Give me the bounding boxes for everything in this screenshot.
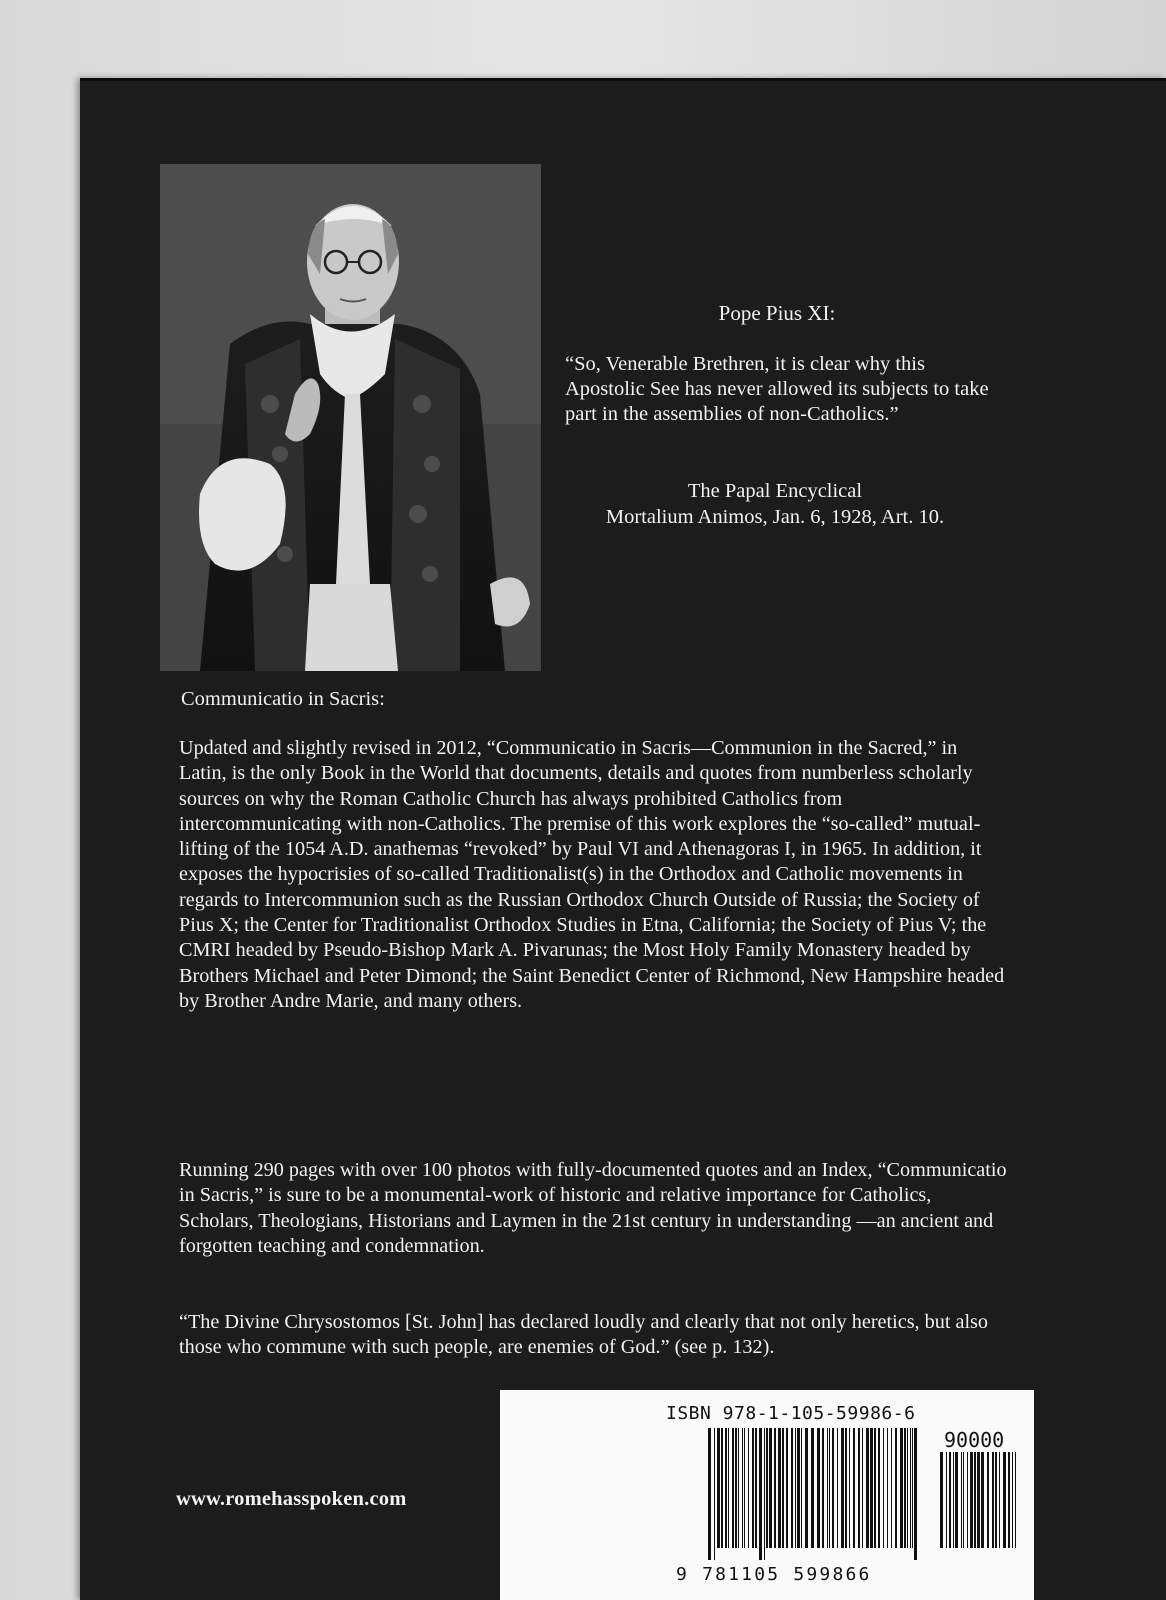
quote-source <box>540 478 1010 530</box>
isbn-label: ISBN 978-1-105-59986-6 <box>666 1403 916 1424</box>
website-url: www.romehasspoken.com <box>176 1488 407 1510</box>
quote-source-line1: The Papal Encyclical <box>687 480 863 502</box>
description-paragraph-1: Updated and slightly revised in 2012, “Communicatio in Sacris—Communion in the Sacred,” in Latin, is the only Book in the World that documents, details and quotes from numberless scholarly sources on why the Roman Catholic Church has always prohibited Catholics from intercommunicating with non-Catholics. The premise of this work explores the “so-called” mutual-lifting of the 1054 A.D. anathemas “revoked” by Paul VI and Athenagoras I, in 1965. In addition, it exposes the hypocrisies of so-called Traditionalist(s) in the Orthodox and Catholic movements in regards to Intercommunion such as the Russian Orthodox Church Outside of Russia; the Society of Pius X; the Center for Traditionalist Orthodox Studies in Etna, California; the Society of Pius V; the CMRI headed by Pseudo-Bishop Mark A. Pivarunas; the Most Holy Family Monastery headed by Brothers Michael and Peter Dimond; the Saint Benedict Center of Richmond, New Hampshire headed by Brother Andre Marie, and many others. <box>179 737 1005 1012</box>
description-paragraph-2: Running 290 pages with over 100 photos with fully-documented quotes and an Index, “Communicatio in Sacris,” is sure to be a monumental-work of historic and relative importance for Catholics, Scholars, Theologians, Historians and Laymen in the 21st century in understanding —an ancient and forgotten teaching and condemnation. <box>179 1159 1007 1257</box>
quote-text: “So, Venerable Brethren, it is clear why this Apostolic See has never allowed its subjects to take part in the assemblies of non-Catholics.” <box>565 353 989 425</box>
cover-top-edge <box>80 78 1166 81</box>
description-paragraph-3: “The Divine Chrysostomos [St. John] has declared loudly and clearly that not only heretics, but also those who commune with such people, are enemies of God.” (see p. 132). <box>179 1311 989 1359</box>
quote-heading: Pope Pius XI: <box>718 301 836 325</box>
barcode-digits: 9 781105 599866 <box>676 1564 872 1585</box>
description-title: Communicatio in Sacris: <box>181 688 385 710</box>
quote-source-line2: Mortalium Animos, Jan. 6, 1928, Art. 10. <box>605 506 945 528</box>
isbn-barcode <box>708 1428 920 1560</box>
price-barcode <box>940 1452 1020 1560</box>
pope-portrait-photo <box>160 164 541 671</box>
barcode-price-code: 90000 <box>944 1428 1005 1452</box>
